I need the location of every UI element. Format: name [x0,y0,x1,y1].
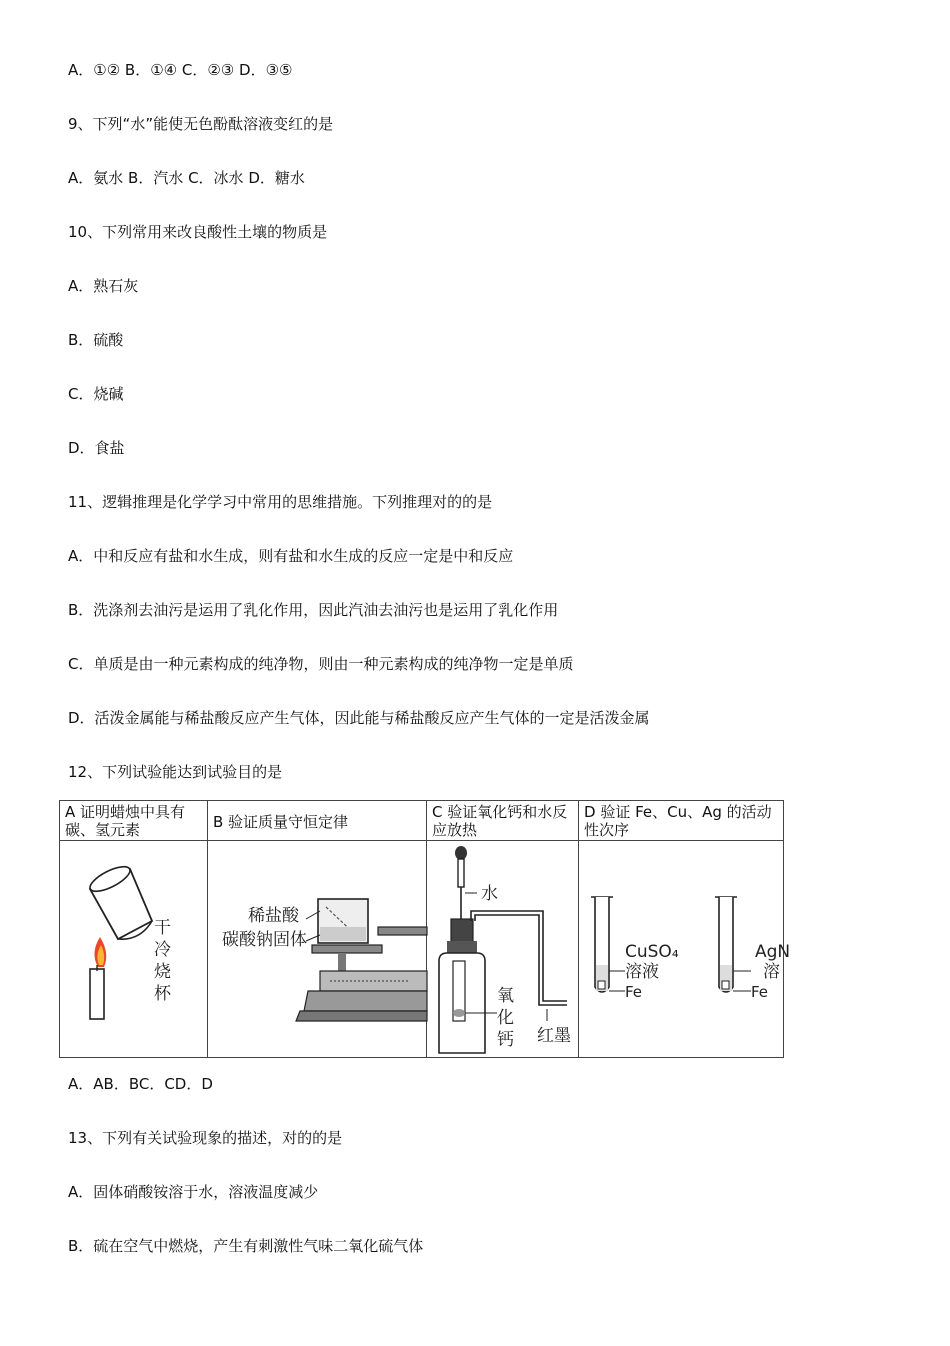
q10-option-d: D．食盐 [68,439,125,457]
figure-d-tube2-metal: Fe [751,983,769,1001]
candle-icon [90,969,104,1019]
figure-a-label-3: 烧 [154,962,171,982]
q8-options: A．①② B．①④ C．②③ D．③⑤ [68,61,293,79]
header-b: B 验证质量守恒定律 [208,801,427,841]
beaker-icon [306,899,368,943]
header-a: A 证明蜡烛中具有碳、氢元素 [60,801,208,841]
candle-beaker-figure [60,841,208,1057]
candle-flame-icon [94,937,106,967]
balance-figure [208,841,427,1057]
figure-d-tube1-liquid: 溶液 [625,962,659,982]
q10-option-b: B．硫酸 [68,331,124,349]
figure-c-label-water: 水 [481,884,498,904]
figure-b-label-acid: 稀盐酸 [248,906,299,926]
figure-a-label-4: 杯 [154,984,171,1004]
figure-c-cell [427,841,579,1058]
q10-option-a: A．熟石灰 [68,277,139,295]
figure-d-tube2-liquid: 溶 [763,962,780,982]
figure-a-cell [60,841,208,1058]
figure-b-label-solid: 碳酸钠固体 [222,930,307,950]
q11-option-d: D．活泼金属能与稀盐酸反应产生气体，因此能与稀盐酸反应产生气体的一定是活泼金属 [68,709,650,727]
experiment-figure-row [60,841,784,1058]
test-tube-2-icon [715,897,751,992]
figure-d-cell [579,841,791,1058]
q13-stem: 13、下列有关试验现象的描述，对的的是 [68,1129,343,1147]
figure-c-label-2: 化 [497,1008,514,1028]
test-tube-1-icon [591,897,625,992]
figure-a-label-1: 干 [154,918,171,938]
cold-beaker-icon [87,862,152,939]
figure-b-cell [208,841,427,1058]
q10-option-c: C．烧碱 [68,385,124,403]
figure-c-label-ink: 红墨 [537,1026,571,1046]
q10-stem: 10、下列常用来改良酸性土壤的物质是 [68,223,328,241]
q11-option-c: C．单质是由一种元素构成的纯净物，则由一种元素构成的纯净物一定是单质 [68,655,574,673]
q12-options: A．AB．BC．CD．D [68,1075,213,1093]
q9-stem: 9、下列“水”能使无色酚酞溶液变红的是 [68,115,334,133]
figure-d-tube1-metal: Fe [625,983,643,1001]
q12-stem: 12、下列试验能达到试验目的是 [68,763,283,781]
figure-d-tube1-solution: CuSO₄ [625,942,679,962]
cao-water-figure [427,841,579,1057]
q11-option-a: A．中和反应有盐和水生成，则有盐和水生成的反应一定是中和反应 [68,547,514,565]
q11-stem: 11、逻辑推理是化学学习中常用的思维措施。下列推理对的的是 [68,493,493,511]
figure-c-label-3: 钙 [497,1030,514,1050]
metal-activity-figure [579,841,791,1057]
header-c: C 验证氧化钙和水反应放热 [427,801,579,841]
header-d: D 验证 Fe、Cu、Ag 的活动性次序 [579,801,784,841]
dropper-icon [455,846,467,921]
figure-d-tube2-solution: AgN [755,942,791,962]
q9-options: A．氨水 B．汽水 C．冰水 D．糖水 [68,169,305,187]
figure-a-label-2: 冷 [154,940,171,960]
q11-option-b: B．洗涤剂去油污是运用了乳化作用，因此汽油去油污也是运用了乳化作用 [68,601,559,619]
figure-c-label-1: 氧 [497,986,514,1006]
experiment-table [59,800,791,1058]
experiment-header-row [60,801,784,841]
q13-option-b: B．硫在空气中燃烧，产生有刺激性气味二氧化硫气体 [68,1237,424,1255]
q13-option-a: A．固体硝酸铵溶于水，溶液温度减少 [68,1183,319,1201]
